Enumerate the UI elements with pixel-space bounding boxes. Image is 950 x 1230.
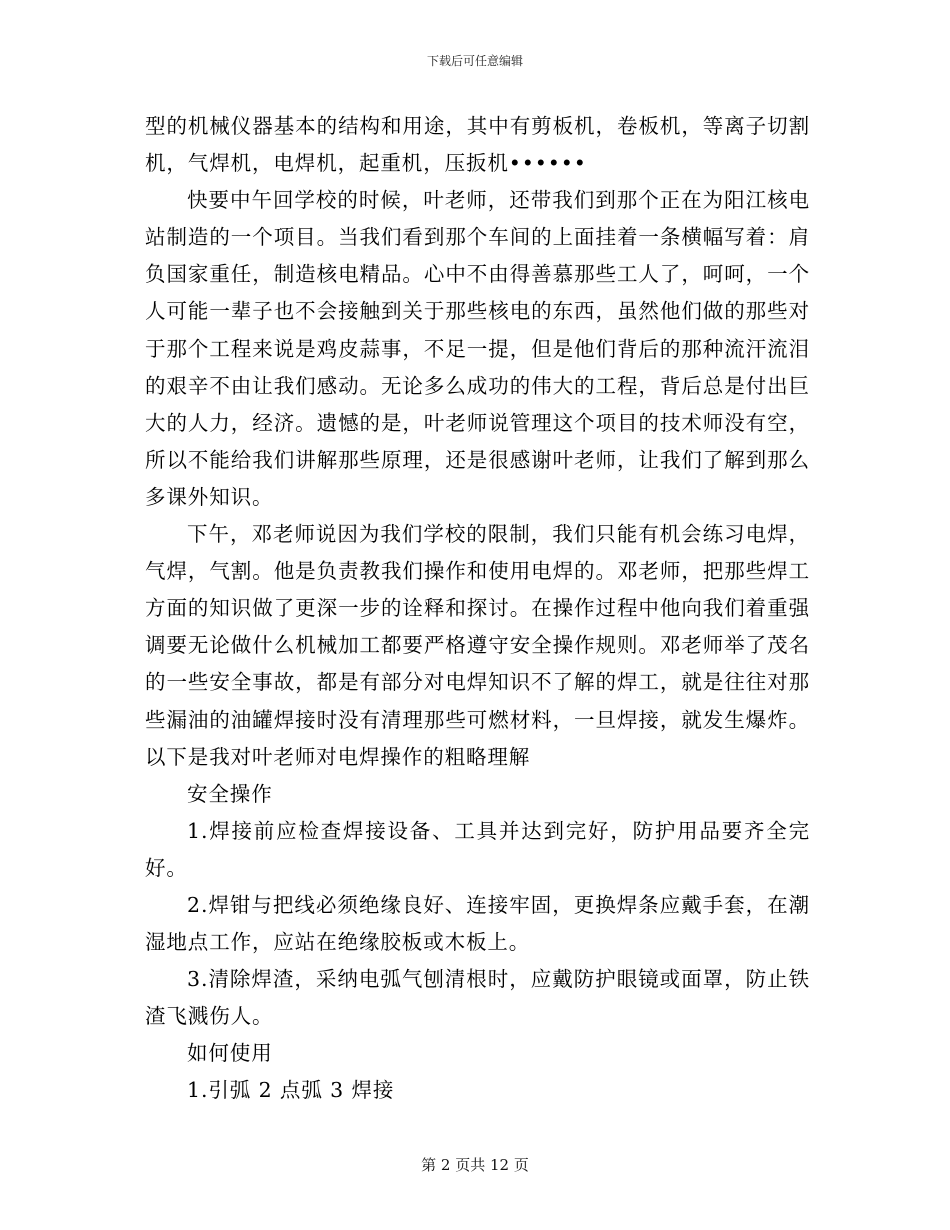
heading-safety-operation: 安全操作 — [187, 781, 273, 806]
heading-how-to-use: 如何使用 — [187, 1041, 273, 1066]
usage-item-1: 1.引弧 2 点弧 3 焊接 — [187, 1078, 395, 1103]
paragraph-continued-equipment-list: 型的机械仪器基本的结构和用途，其中有剪板机，卷板机，等离子切割机，气焊机，电焊机，起重机，压扳机•••••• — [145, 114, 810, 176]
document-body — [145, 108, 810, 1110]
paragraph-nuclear-project-visit: 快要中午回学校的时候，叶老师，还带我们到那个正在为阳江核电站制造的一个项目。当我们看到那个车间的上面挂着一条横幅写着：肩负国家重任，制造核电精品。心中不由得善慕那些工人了，呵呵，一个人可能一辈子也不会接触到关于那些核电的东西，虽然他们做的那些对于那个工程来说是鸡皮蒜事，不足一提，但是他们背后的那种流汗流泪的艰辛不由让我们感动。无论多么成功的伟大的工程，背后总是付出巨大的人力，经济。遗憾的是，叶老师说管理这个项目的技术师没有空，所以不能给我们讲解那些原理，还是很感谢叶老师，让我们了解到那么多课外知识。 — [145, 188, 810, 509]
safety-item-3: 3.清除焊渣，采纳电弧气刨清根时，应戴防护眼镜或面罩，防止铁渣飞溅伤人。 — [145, 967, 810, 1029]
page-header-note: 下载后可任意编辑 — [426, 54, 523, 68]
page-number: 第 2 页共 12 页 — [421, 1156, 529, 1174]
paragraph-afternoon-welding: 下午，邓老师说因为我们学校的限制，我们只能有机会练习电焊，气焊，气割。他是负责教我们操作和使用电焊的。邓老师，把那些焊工方面的知识做了更深一步的诠释和探讨。在操作过程中他向我们着重强调要无论做什么机械加工都要严格遵守安全操作规则。邓老师举了茂名的一些安全事故，都是有部分对电焊知识不了解的焊工，就是往往对那些漏油的油罐焊接时没有清理那些可燃材料，一旦焊接，就发生爆炸。以下是我对叶老师对电焊操作的粗略理解 — [145, 522, 810, 769]
safety-item-1: 1.焊接前应检查焊接设备、工具并达到完好，防护用品要齐全完好。 — [145, 818, 810, 880]
safety-item-2: 2.焊钳与把线必须绝缘良好、连接牢固，更换焊条应戴手套，在潮湿地点工作，应站在绝缘胶板或木板上。 — [145, 892, 810, 955]
